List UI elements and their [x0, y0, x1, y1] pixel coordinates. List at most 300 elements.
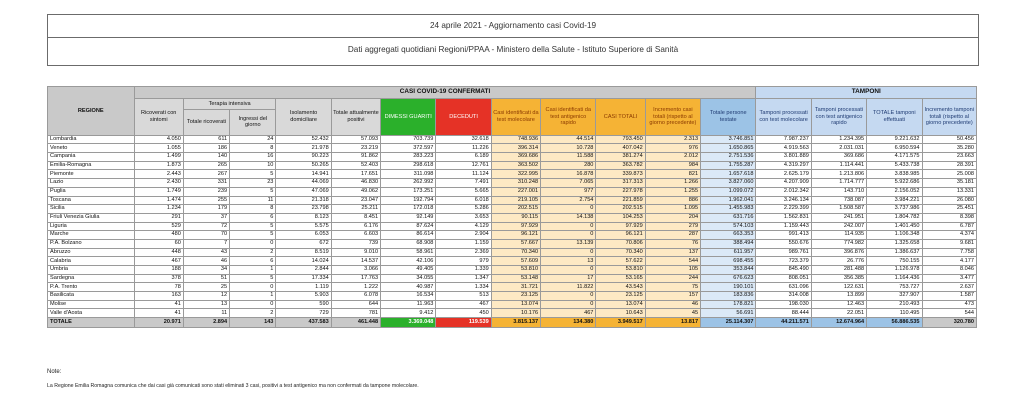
table-cell: 51 [183, 274, 229, 283]
table-cell: 173.251 [381, 187, 436, 196]
table-cell: 3.246.134 [756, 196, 811, 205]
table-cell: 1.234.395 [811, 135, 866, 144]
table-cell: 105 [645, 266, 700, 275]
table-cell: 4.319.297 [756, 161, 811, 170]
table-cell: 57.622 [596, 257, 645, 266]
total-cell: 2.894 [183, 318, 229, 328]
table-cell: 219.105 [491, 196, 540, 205]
table-cell: 227.001 [491, 187, 540, 196]
table-cell: 8.519 [276, 248, 331, 257]
table-cell: 17.334 [276, 274, 331, 283]
table-cell: 886 [645, 196, 700, 205]
col-persone-testate: Totale persone testate [701, 99, 756, 136]
table-cell: 356.385 [811, 274, 866, 283]
table-cell: 17 [541, 274, 596, 283]
table-cell: 143.710 [811, 187, 866, 196]
total-cell: 3.815.137 [491, 318, 540, 328]
table-cell: 88.444 [756, 309, 811, 318]
col-deceduti: DECEDUTI [436, 99, 491, 136]
table-cell: 75 [645, 283, 700, 292]
table-cell: 23.125 [491, 292, 540, 301]
table-cell: 241.951 [811, 213, 866, 222]
table-cell: 322.995 [491, 170, 540, 179]
table-cell: 13 [183, 300, 229, 309]
table-cell: 267 [183, 170, 229, 179]
table-cell: 23 [230, 179, 276, 188]
total-cell: 13.817 [645, 318, 700, 328]
table-cell: 287 [645, 231, 700, 240]
table-row [48, 248, 977, 257]
table-cell: 25.451 [922, 205, 977, 214]
table-cell: 7.758 [922, 248, 977, 257]
table-row [48, 222, 977, 231]
table-cell: 43.543 [596, 283, 645, 292]
table-cell: 1.587 [922, 292, 977, 301]
table-cell: 9.221.632 [867, 135, 922, 144]
table-cell: 262.992 [381, 179, 436, 188]
table-cell: 70.806 [596, 239, 645, 248]
table-cell: 163 [134, 292, 183, 301]
total-cell: 3.369.048 [381, 318, 436, 328]
table-cell: 239 [183, 187, 229, 196]
table-cell: 6.787 [922, 222, 977, 231]
table-cell: 10.728 [541, 144, 596, 153]
table-cell: 265 [183, 161, 229, 170]
table-cell: 2.443 [134, 170, 183, 179]
col-regione: REGIONE [48, 87, 135, 136]
table-cell: 137 [645, 248, 700, 257]
table-row [48, 266, 977, 275]
total-cell: 320.780 [922, 318, 977, 328]
table-cell: 1 [230, 292, 276, 301]
table-cell: 3.477 [922, 274, 977, 283]
table-cell: 1.339 [436, 266, 491, 275]
col-ricoverati: Ricoverati con sintomi [134, 99, 183, 136]
table-cell: 110.495 [867, 309, 922, 318]
table-cell: 2.313 [645, 135, 700, 144]
table-cell: 750.155 [867, 257, 922, 266]
table-cell: 5.922.686 [867, 179, 922, 188]
table-cell: 21.978 [276, 144, 331, 153]
table-cell: 97.929 [596, 222, 645, 231]
region-name: Piemonte [48, 170, 135, 179]
col-ti-ingressi: Ingressi del giorno [230, 109, 276, 135]
table-cell: 388.494 [701, 239, 756, 248]
table-cell: 339.873 [596, 170, 645, 179]
table-row [48, 257, 977, 266]
band-tamponi: TAMPONI [756, 87, 977, 99]
table-row [48, 153, 977, 162]
table-cell: 1.164.436 [867, 274, 922, 283]
table-cell: 396.876 [811, 248, 866, 257]
table-cell: 1.159 [436, 239, 491, 248]
col-tamponi-totale: TOTALE tamponi effettuati [867, 99, 922, 136]
table-cell: 26.776 [811, 257, 866, 266]
table-cell: 1.873 [134, 161, 183, 170]
table-row [48, 205, 977, 214]
table-cell: 13.331 [922, 187, 977, 196]
table-cell: 808.051 [756, 274, 811, 283]
table-cell: 550.676 [756, 239, 811, 248]
region-name: Sicilia [48, 205, 135, 214]
region-name: Lombardia [48, 135, 135, 144]
table-cell: 3.653 [436, 213, 491, 222]
region-name: Veneto [48, 144, 135, 153]
table-cell: 46 [645, 300, 700, 309]
table-cell: 23.219 [331, 144, 380, 153]
table-cell: 1.213.806 [811, 170, 866, 179]
table-cell: 739 [331, 239, 380, 248]
table-cell: 140 [183, 153, 229, 162]
table-cell: 178.821 [701, 300, 756, 309]
table-cell: 977 [541, 187, 596, 196]
table-cell: 5 [230, 231, 276, 240]
table-cell: 23.798 [276, 205, 331, 214]
table-cell: 7.491 [436, 179, 491, 188]
table-row [48, 170, 977, 179]
region-name: Toscana [48, 196, 135, 205]
table-cell: 283.223 [381, 153, 436, 162]
table-cell: 6.018 [436, 196, 491, 205]
table-cell: 6.603 [331, 231, 380, 240]
table-cell: 96.121 [596, 231, 645, 240]
notes-label: Note: [47, 369, 62, 375]
table-cell: 44.514 [541, 135, 596, 144]
table-cell: 5.286 [436, 205, 491, 214]
table-cell: 2.229.399 [756, 205, 811, 214]
table-cell: 310.248 [491, 179, 540, 188]
table-cell: 407.042 [596, 144, 645, 153]
table-cell: 369.686 [811, 153, 866, 162]
table-cell: 34.055 [381, 274, 436, 283]
table-cell: 611.957 [701, 248, 756, 257]
table-cell: 70.340 [596, 248, 645, 257]
table-cell: 11.822 [541, 283, 596, 292]
table-cell: 13 [541, 257, 596, 266]
table-cell: 6.950.594 [867, 144, 922, 153]
table-cell: 70 [183, 231, 229, 240]
table-cell: 78 [134, 283, 183, 292]
table-cell: 9.412 [381, 309, 436, 318]
table-cell: 91.862 [331, 153, 380, 162]
table-cell: 781 [331, 309, 380, 318]
table-cell: 25 [183, 283, 229, 292]
table-cell: 1.126.978 [867, 266, 922, 275]
region-name: Sardegna [48, 274, 135, 283]
table-cell: 5.903 [276, 292, 331, 301]
table-cell: 11.226 [436, 144, 491, 153]
table-cell: 23.125 [596, 292, 645, 301]
table-cell: 6 [230, 213, 276, 222]
table-cell: 1.562.831 [756, 213, 811, 222]
table-cell: 4.177 [922, 257, 977, 266]
table-cell: 31.721 [491, 283, 540, 292]
col-casi-antigenico: Casi identificati da test antigenico rapido [541, 99, 596, 136]
table-cell: 8.451 [331, 213, 380, 222]
table-cell: 467 [134, 257, 183, 266]
col-tamponi-antigenico: Tamponi processati con test antigenico rapido [811, 99, 866, 136]
table-cell: 0 [541, 300, 596, 309]
table-cell: 1.499 [134, 153, 183, 162]
table-cell: 2.844 [276, 266, 331, 275]
table-cell: 821 [645, 170, 700, 179]
table-cell: 10.643 [596, 309, 645, 318]
table-cell: 396.314 [491, 144, 540, 153]
table-cell: 13.074 [491, 300, 540, 309]
table-cell: 202.515 [596, 205, 645, 214]
table-cell: 8.046 [922, 266, 977, 275]
table-row [48, 187, 977, 196]
table-cell: 14.024 [276, 257, 331, 266]
table-cell: 1.962.041 [701, 196, 756, 205]
table-cell: 1.474 [134, 196, 183, 205]
table-cell: 369.686 [491, 153, 540, 162]
table-cell: 4.919.563 [756, 144, 811, 153]
table-cell: 50.456 [922, 135, 977, 144]
table-cell: 378 [134, 274, 183, 283]
table-row [48, 283, 977, 292]
table-cell: 23.663 [922, 153, 977, 162]
table-cell: 6.053 [276, 231, 331, 240]
table-cell: 1.106.348 [867, 231, 922, 240]
table-cell: 157 [645, 292, 700, 301]
total-cell: 44.211.571 [756, 318, 811, 328]
table-cell: 1.234 [134, 205, 183, 214]
total-cell: 143 [230, 318, 276, 328]
col-ti-totale: Totale ricoverati [183, 109, 229, 135]
table-cell: 480 [134, 231, 183, 240]
table-cell: 13.074 [596, 300, 645, 309]
col-casi-totali: CASI TOTALI [596, 99, 645, 136]
table-cell: 1.347 [436, 274, 491, 283]
table-cell: 42.106 [381, 257, 436, 266]
table-cell: 192.794 [381, 196, 436, 205]
table-cell: 353.844 [701, 266, 756, 275]
region-name: Liguria [48, 222, 135, 231]
table-cell: 68.908 [381, 239, 436, 248]
table-cell: 4.374 [922, 231, 977, 240]
table-cell: 2.751.536 [701, 153, 756, 162]
col-terapia-intensiva: Terapia intensiva [183, 99, 276, 110]
table-cell: 1.401.450 [867, 222, 922, 231]
table-cell: 631.096 [756, 283, 811, 292]
table-cell: 1.055 [134, 144, 183, 153]
total-cell: 119.539 [436, 318, 491, 328]
table-cell: 1.095 [645, 205, 700, 214]
table-cell: 244 [645, 274, 700, 283]
table-cell: 467 [541, 309, 596, 318]
table-cell: 372.597 [381, 144, 436, 153]
table-cell: 4.050 [134, 135, 183, 144]
table-cell: 7.065 [541, 179, 596, 188]
total-cell: 3.949.517 [596, 318, 645, 328]
table-cell: 2 [230, 248, 276, 257]
table-cell: 53.165 [596, 274, 645, 283]
table-cell: 43 [183, 248, 229, 257]
table-cell: 92.149 [381, 213, 436, 222]
table-cell: 703.739 [381, 135, 436, 144]
region-name: Friuli Venezia Giulia [48, 213, 135, 222]
table-cell: 104.253 [596, 213, 645, 222]
table-cell: 676.623 [701, 274, 756, 283]
table-cell: 698.455 [701, 257, 756, 266]
table-cell: 5.433.738 [867, 161, 922, 170]
table-cell: 41 [134, 309, 183, 318]
table-cell: 12.463 [811, 300, 866, 309]
table-cell: 35.181 [922, 179, 977, 188]
col-attualmente-positivi: Totale attualmente positivi [331, 99, 380, 136]
table-cell: 0 [541, 222, 596, 231]
table-cell: 2.369 [436, 248, 491, 257]
table-cell: 2.430 [134, 179, 183, 188]
table-cell: 0 [230, 283, 276, 292]
table-cell: 984 [645, 161, 700, 170]
table-cell: 16.878 [541, 170, 596, 179]
total-cell: 20.971 [134, 318, 183, 328]
table-cell: 24 [230, 135, 276, 144]
table-cell: 186 [183, 144, 229, 153]
table-cell: 52.403 [331, 161, 380, 170]
total-cell: 56.886.535 [867, 318, 922, 328]
table-cell: 6 [230, 257, 276, 266]
table-cell: 46.830 [331, 179, 380, 188]
region-name: Emilia-Romagna [48, 161, 135, 170]
table-cell: 467 [436, 300, 491, 309]
total-cell: 12.674.964 [811, 318, 866, 328]
col-dimessi-guariti: DIMESSI GUARITI [381, 99, 436, 136]
table-cell: 0 [541, 248, 596, 257]
table-cell: 1.159.443 [756, 222, 811, 231]
table-cell: 11.588 [541, 153, 596, 162]
table-cell: 57.609 [491, 257, 540, 266]
table-cell: 5 [230, 274, 276, 283]
table-cell: 12.761 [436, 161, 491, 170]
table-cell: 672 [276, 239, 331, 248]
table-cell: 5.665 [436, 187, 491, 196]
table-cell: 281.488 [811, 266, 866, 275]
table-cell: 1.455.983 [701, 205, 756, 214]
table-cell: 57.093 [331, 135, 380, 144]
table-cell: 86.614 [381, 231, 436, 240]
table-cell: 9.681 [922, 239, 977, 248]
table-cell: 14.941 [276, 170, 331, 179]
table-cell: 2 [230, 309, 276, 318]
table-cell: 11 [183, 309, 229, 318]
table-cell: 4.207.909 [756, 179, 811, 188]
table-cell: 53.810 [491, 266, 540, 275]
table-cell: 8 [230, 205, 276, 214]
table-cell: 210.493 [867, 300, 922, 309]
total-cell: 461.448 [331, 318, 380, 328]
table-cell: 363.782 [596, 161, 645, 170]
table-cell: 37 [183, 213, 229, 222]
table-cell: 473 [922, 300, 977, 309]
table-cell: 6.189 [436, 153, 491, 162]
table-cell: 12 [183, 292, 229, 301]
table-cell: 90.223 [276, 153, 331, 162]
table-cell: 25.211 [331, 205, 380, 214]
col-casi-molecolare: Casi identificati da test molecolare [491, 99, 540, 136]
table-cell: 611 [183, 135, 229, 144]
table-cell: 1.749 [134, 187, 183, 196]
table-cell: 72 [183, 222, 229, 231]
table-cell: 544 [645, 257, 700, 266]
region-name: P.A. Trento [48, 283, 135, 292]
table-cell: 53.810 [596, 266, 645, 275]
table-cell: 227.978 [596, 187, 645, 196]
table-row [48, 213, 977, 222]
report-title: 24 aprile 2021 - Aggiornamento casi Covid-19 [429, 21, 597, 30]
region-name: Molise [48, 300, 135, 309]
table-cell: 11 [230, 196, 276, 205]
table-cell: 11.963 [381, 300, 436, 309]
table-row [48, 135, 977, 144]
table-cell: 96.121 [491, 231, 540, 240]
table-cell: 729 [276, 309, 331, 318]
table-cell: 114.935 [811, 231, 866, 240]
table-cell: 16 [230, 153, 276, 162]
table-cell: 14.537 [331, 257, 380, 266]
table-cell: 57.667 [491, 239, 540, 248]
table-cell: 45 [645, 309, 700, 318]
region-name: Puglia [48, 187, 135, 196]
table-row [48, 300, 977, 309]
table-cell: 53.148 [491, 274, 540, 283]
table-cell: 46 [183, 257, 229, 266]
table-cell: 16.534 [381, 292, 436, 301]
col-tamponi-molecolare: Tamponi processati con test molecolare [756, 99, 811, 136]
table-cell: 317.313 [596, 179, 645, 188]
table-cell: 60 [134, 239, 183, 248]
total-row [48, 318, 977, 328]
table-cell: 1.266 [645, 179, 700, 188]
table-cell: 40.987 [381, 283, 436, 292]
table-cell: 22.051 [811, 309, 866, 318]
table-cell: 0 [230, 239, 276, 248]
table-cell: 2.012.342 [756, 187, 811, 196]
table-cell: 1.714.777 [811, 179, 866, 188]
table-cell: 44.069 [276, 179, 331, 188]
total-cell: 134.380 [541, 318, 596, 328]
table-cell: 7 [183, 239, 229, 248]
table-cell: 204 [645, 213, 700, 222]
table-cell: 3.746.851 [701, 135, 756, 144]
table-cell: 3.801.889 [756, 153, 811, 162]
table-cell: 2.012 [645, 153, 700, 162]
table-cell: 753.727 [867, 283, 922, 292]
table-cell: 52.432 [276, 135, 331, 144]
table-cell: 34 [183, 266, 229, 275]
table-cell: 3.838.985 [867, 170, 922, 179]
table-cell: 448 [134, 248, 183, 257]
table-cell: 58.961 [381, 248, 436, 257]
report-header [47, 14, 979, 66]
table-cell: 56.691 [701, 309, 756, 318]
table-cell: 0 [541, 205, 596, 214]
table-cell: 1.508.587 [811, 205, 866, 214]
table-cell: 0 [230, 300, 276, 309]
region-name: Abruzzo [48, 248, 135, 257]
table-cell: 976 [645, 144, 700, 153]
table-cell: 21.318 [276, 196, 331, 205]
table-cell: 311.098 [381, 170, 436, 179]
table-cell: 1.325.658 [867, 239, 922, 248]
table-cell: 179 [183, 205, 229, 214]
table-cell: 41 [134, 300, 183, 309]
table-cell: 1.386.637 [867, 248, 922, 257]
table-cell: 8.123 [276, 213, 331, 222]
table-cell: 663.353 [701, 231, 756, 240]
